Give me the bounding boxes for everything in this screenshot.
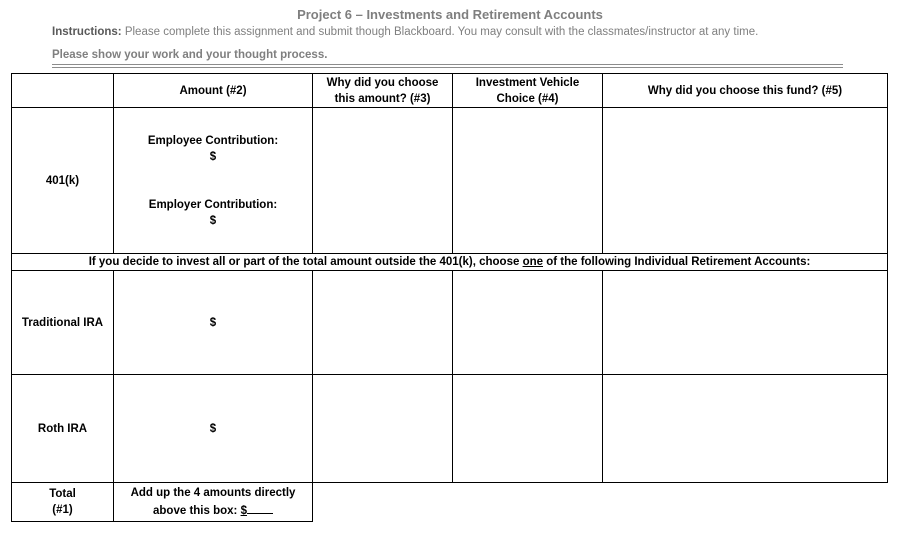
total-instruction-line2 [116,501,310,519]
vehicle-roth-input[interactable] [453,375,603,483]
why-fund-traditional-input[interactable] [603,271,888,375]
row-total [12,483,888,522]
label-traditional-ira: Traditional IRA [12,271,114,375]
divider-line [52,67,843,68]
total-label-line2: (#1) [52,504,73,516]
row-401k [12,108,888,254]
total-amount-cell[interactable] [114,483,313,522]
why-amount-401k-input[interactable] [313,108,453,254]
ira-note-after: of the following Individual Retirement Accounts: [543,256,811,268]
instructions [52,26,852,38]
spacer [116,165,310,197]
amount-traditional-ira-input[interactable]: $ [114,271,313,375]
header-why-amount-line2: this amount? (#3) [334,92,431,105]
amount-roth-ira-input[interactable]: $ [114,375,313,483]
ira-note-emphasis: one [522,256,544,268]
ira-note-before: If you decide to invest all or part of the total amount outside the 401(k), choose [88,256,523,268]
instructions-label: Instructions: [52,26,122,38]
why-amount-roth-input[interactable] [313,375,453,483]
header-amount: Amount (#2) [114,74,313,108]
table-header-row [12,74,888,108]
ira-note-row [12,254,888,271]
show-work-note: Please show your work and your thought process. [52,49,328,61]
total-label-line1: Total [49,488,76,500]
header-why-amount-line1: Why did you choose [326,76,439,89]
why-fund-roth-input[interactable] [603,375,888,483]
total-blank-line[interactable] [247,501,273,514]
total-dollar-sign: $ [240,505,247,517]
vehicle-traditional-input[interactable] [453,271,603,375]
header-vehicle-line2: Choice (#4) [496,92,559,105]
amount-401k-cell [114,108,313,254]
employer-contribution-label: Employer Contribution: [148,198,278,211]
header-empty-cell [12,74,114,108]
instructions-text: Please complete this assignment and submit though Blackboard. You may consult with the classmates/instructor at any time. [121,26,759,38]
row-traditional-ira [12,271,888,375]
header-investment-vehicle [453,74,603,108]
vehicle-401k-input[interactable] [453,108,603,254]
total-instruction-line1: Add up the 4 amounts directly [130,487,296,499]
header-vehicle-line1: Investment Vehicle [475,76,580,89]
total-instruction-text: above this box: [153,505,241,517]
employer-contribution-input[interactable]: $ [209,214,217,227]
employee-contribution-input[interactable]: $ [209,150,217,163]
employee-contribution-label: Employee Contribution: [147,134,279,147]
page-title: Project 6 – Investments and Retirement Accounts [297,7,603,22]
blank-area [313,483,888,522]
why-fund-401k-input[interactable] [603,108,888,254]
header-why-amount [313,74,453,108]
label-roth-ira: Roth IRA [12,375,114,483]
header-why-fund: Why did you choose this fund? (#5) [603,74,888,108]
label-401k: 401(k) [12,108,114,254]
divider-line [52,64,843,65]
why-amount-traditional-input[interactable] [313,271,453,375]
label-total [12,483,114,522]
ira-note [12,254,888,271]
retirement-accounts-table [11,73,888,522]
row-roth-ira [12,375,888,483]
